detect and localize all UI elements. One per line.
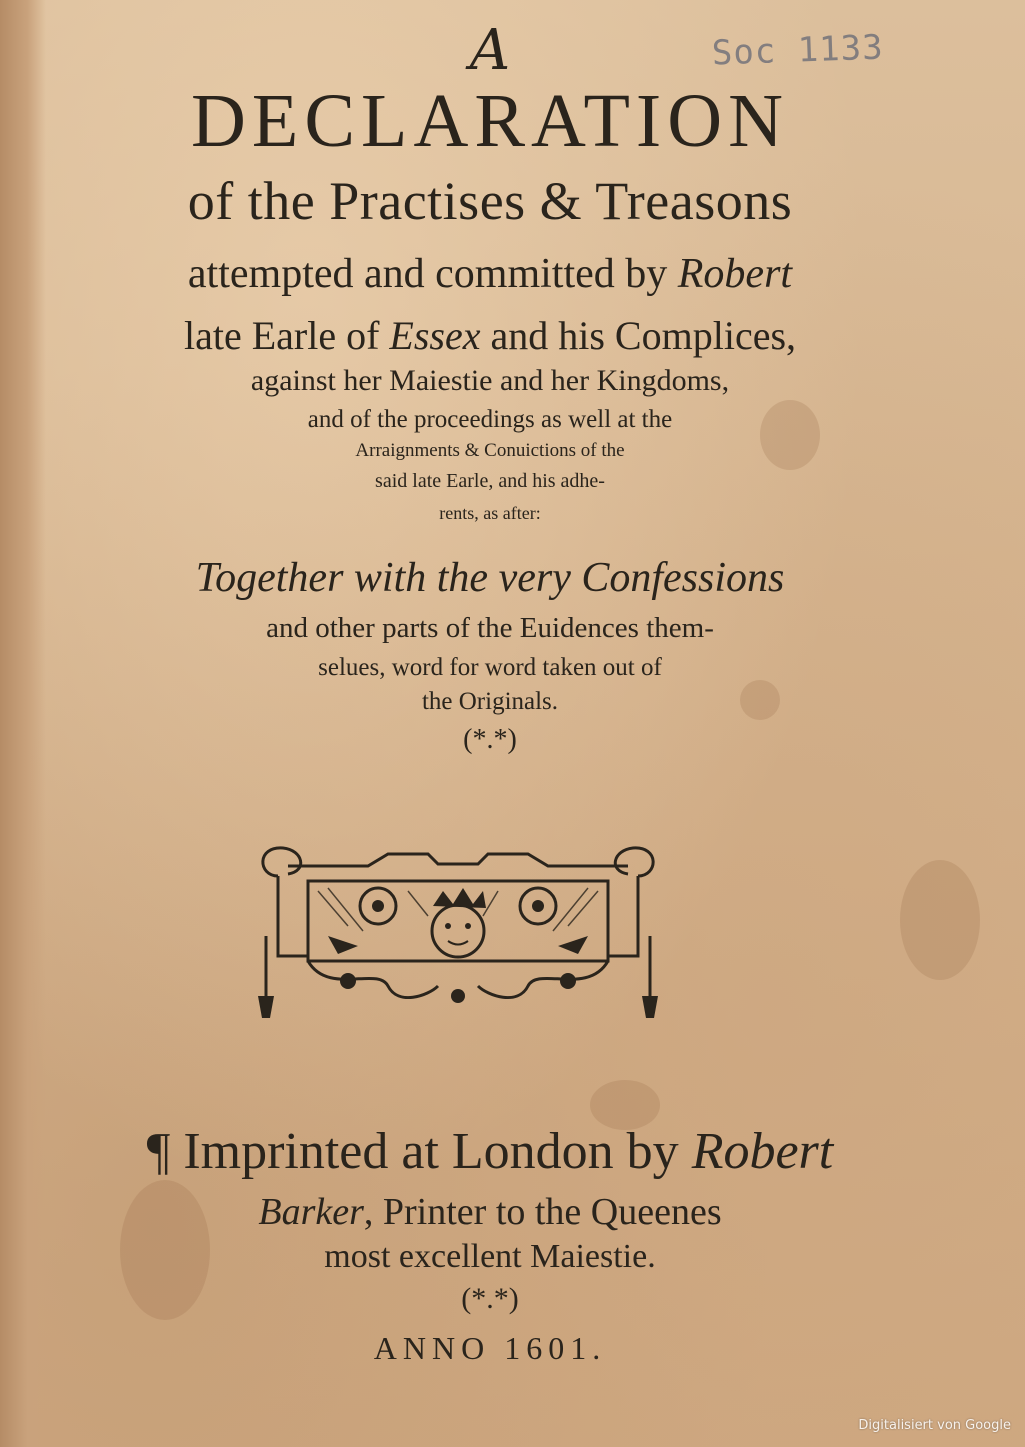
digitization-watermark: Digitalisiert von Google	[858, 1418, 1011, 1433]
title-line: of the Practises & Treasons	[187, 171, 793, 231]
title-name: Essex	[389, 313, 481, 358]
title-line: and of the proceedings as well at the	[307, 406, 673, 433]
title-text: attempted and committed by	[187, 251, 678, 297]
shelf-mark: Soc 1133	[711, 27, 885, 74]
imprint-text: , Printer to the Queenes	[363, 1191, 722, 1233]
title-line: Arraignments & Conuictions of the	[355, 440, 625, 461]
subtitle-line: the Originals.	[421, 688, 559, 715]
foxing-stain	[900, 860, 980, 980]
asterism-ornament: (*.*)	[461, 1282, 519, 1315]
imprint-text: ¶ Imprinted at London by	[146, 1123, 692, 1180]
imprint-line: most excellent Maiestie.	[324, 1238, 656, 1275]
imprint-line	[60, 1122, 920, 1181]
page-title: DECLARATION	[191, 79, 789, 163]
title-line	[60, 250, 920, 298]
asterism-ornament: (*.*)	[463, 724, 517, 755]
title-line: rents, as after:	[439, 503, 541, 523]
subtitle-line: Together with the very Confessions	[195, 555, 785, 601]
subtitle-line: selues, word for word taken out of	[318, 654, 662, 681]
ornamental-cartouche-icon	[248, 836, 668, 1026]
subtitle-line: and other parts of the Euidences them-	[266, 612, 714, 644]
publication-year: ANNO 1601.	[373, 1330, 607, 1366]
binding-gutter	[0, 0, 46, 1447]
title-name: Robert	[677, 251, 793, 297]
imprint-name: Barker	[258, 1191, 364, 1233]
title-line: said late Earle, and his adhe-	[375, 470, 605, 492]
imprint-name: Robert	[691, 1123, 834, 1180]
title-line	[60, 312, 920, 359]
title-initial: A	[469, 18, 511, 83]
title-text: late Earle of	[183, 313, 390, 358]
title-line: against her Maiestie and her Kingdoms,	[250, 364, 730, 397]
imprint-line	[60, 1190, 920, 1234]
title-text: and his Complices,	[480, 313, 797, 358]
